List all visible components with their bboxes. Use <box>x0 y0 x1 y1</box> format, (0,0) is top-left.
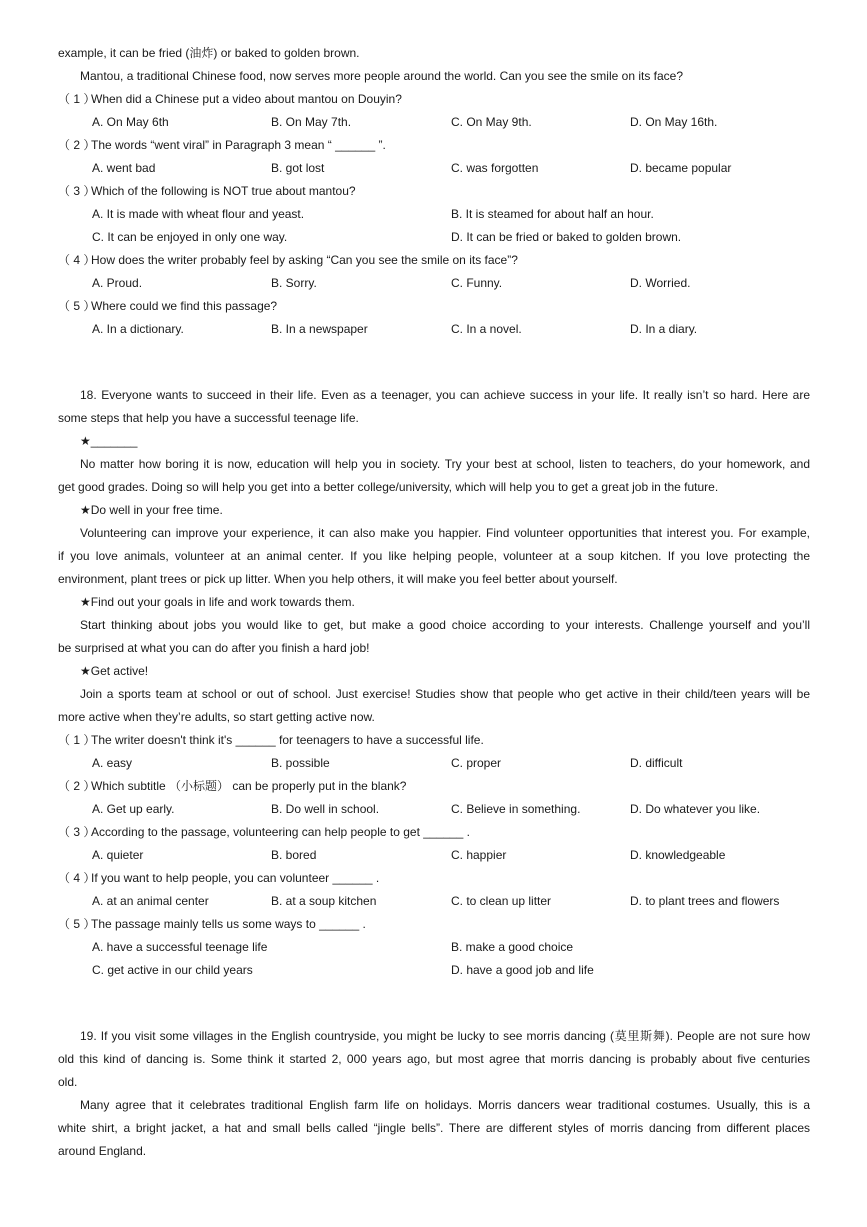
option-c: C. was forgotten <box>451 161 539 175</box>
option-c: C. happier <box>451 848 507 862</box>
passage-18-text: Start thinking about jobs you would like to get, but make a good choice according to your interests. Challenge yourself and you’ll <box>80 618 810 632</box>
option-d: D. Worried. <box>630 276 691 290</box>
option-a: A. quieter <box>92 848 144 862</box>
passage-19-text: around England. <box>58 1144 147 1158</box>
question-stem: The words “went viral” in Paragraph 3 mean “ ______ ”. <box>91 138 386 152</box>
question-stem: Which subtitle （小标题） can be properly put in the blank? <box>91 779 407 793</box>
passage-19-text: white shirt, a bright jacket, a hat and small bells called “jingle bells”. There are different styles of morris dancing from different places <box>58 1121 810 1135</box>
option-d: D. On May 16th. <box>630 115 718 129</box>
option-b: B. make a good choice <box>451 940 574 954</box>
option-a: A. Proud. <box>92 276 143 290</box>
option-b: B. possible <box>271 756 330 770</box>
question-stem: How does the writer probably feel by asking “Can you see the smile on its face”? <box>91 253 518 267</box>
passage-19-text: old. <box>58 1075 78 1089</box>
question-stem: The passage mainly tells us some ways to ______ . <box>91 917 366 931</box>
passage-18-text: environment, plant trees or pick up litter. When you help others, it will make you feel better about yourself. <box>58 572 618 586</box>
passage-18-text: Join a sports team at school or out of school. Just exercise! Studies show that people who get active in their child/teen years will be <box>80 687 810 701</box>
question-number: （ 2 ） <box>58 779 96 793</box>
option-b: B. Do well in school. <box>271 802 380 816</box>
option-a: A. Get up early. <box>92 802 175 816</box>
question-stem: When did a Chinese put a video about mantou on Douyin? <box>91 92 402 106</box>
passage-19-text: old this kind of dancing is. Some think it started 2, 000 years ago, but most agree that morris dancing is probably about five centuries <box>58 1052 810 1066</box>
option-b: B. got lost <box>271 161 325 175</box>
question-stem: The writer doesn't think it's ______ for teenagers to have a successful life. <box>91 733 484 747</box>
option-c: C. Funny. <box>451 276 503 290</box>
option-b: B. Sorry. <box>271 276 317 290</box>
option-b: B. bored <box>271 848 317 862</box>
option-a: A. easy <box>92 756 133 770</box>
question-number: （ 3 ） <box>58 825 96 839</box>
question-stem: Which of the following is NOT true about mantou? <box>91 184 356 198</box>
question-number: （ 5 ） <box>58 299 96 313</box>
option-b: B. In a newspaper <box>271 322 368 336</box>
passage-19-text: Many agree that it celebrates traditional English farm life on holidays. Morris dancers wear traditional costumes. Usually, this is a <box>80 1098 810 1112</box>
option-c: C. proper <box>451 756 502 770</box>
question-number: （ 1 ） <box>58 733 96 747</box>
passage-18-text: if you love animals, volunteer at an animal center. If you like helping people, volunteer at a soup kitchen. If you love protecting the <box>58 549 810 563</box>
question-stem: Where could we find this passage? <box>91 299 278 313</box>
option-c: C. It can be enjoyed in only one way. <box>92 230 288 244</box>
subtitle: ★Find out your goals in life and work towards them. <box>80 595 355 609</box>
option-d: D. difficult <box>630 756 683 770</box>
option-c: C. In a novel. <box>451 322 522 336</box>
passage-18-text: be surprised at what you can do after you finish a hard job! <box>58 641 370 655</box>
question-number: （ 2 ） <box>58 138 96 152</box>
option-a: A. at an animal center <box>92 894 209 908</box>
passage-18-text: some steps that help you have a successful teenage life. <box>58 411 359 425</box>
option-d: D. Do whatever you like. <box>630 802 761 816</box>
question-number: （ 4 ） <box>58 871 96 885</box>
question-stem: According to the passage, volunteering can help people to get ______ . <box>91 825 470 839</box>
question-stem: If you want to help people, you can volunteer ______ . <box>91 871 380 885</box>
option-d: D. became popular <box>630 161 732 175</box>
passage-18-text: Volunteering can improve your experience, it can also make you happier. Find volunteer opportunities that interest you. For example, <box>80 526 810 540</box>
question-number: （ 1 ） <box>58 92 96 106</box>
passage-18-text: get good grades. Doing so will help you get into a better college/university, which will help you to get a great job in the future. <box>58 480 719 494</box>
option-d: D. have a good job and life <box>451 963 594 977</box>
option-b: B. It is steamed for about half an hour. <box>451 207 654 221</box>
option-d: D. In a diary. <box>630 322 698 336</box>
option-a: A. have a successful teenage life <box>92 940 268 954</box>
question-number: （ 5 ） <box>58 917 96 931</box>
question-number: （ 3 ） <box>58 184 96 198</box>
option-c: C. Believe in something. <box>451 802 581 816</box>
subtitle: ★Get active! <box>80 664 149 678</box>
passage-18-text: more active when they’re adults, so start getting active now. <box>58 710 375 724</box>
question-number: （ 4 ） <box>58 253 96 267</box>
option-c: C. get active in our child years <box>92 963 253 977</box>
option-c: C. On May 9th. <box>451 115 532 129</box>
option-b: B. at a soup kitchen <box>271 894 377 908</box>
option-d: D. knowledgeable <box>630 848 726 862</box>
option-b: B. On May 7th. <box>271 115 352 129</box>
passage-18-text: No matter how boring it is now, education will help you in society. Try your best at school, listen to teachers, do your homework, and <box>80 457 810 471</box>
subtitle-blank: ★_______ <box>80 434 138 448</box>
option-a: A. In a dictionary. <box>92 322 184 336</box>
option-c: C. to clean up litter <box>451 894 552 908</box>
option-a: A. On May 6th <box>92 115 169 129</box>
passage-17-text: example, it can be fried (油炸) or baked to golden brown. <box>58 46 360 60</box>
passage-17-text: Mantou, a traditional Chinese food, now serves more people around the world. Can you see the smile on its face? <box>80 69 684 83</box>
option-d: D. to plant trees and flowers <box>630 894 780 908</box>
option-a: A. It is made with wheat flour and yeast. <box>92 207 305 221</box>
option-d: D. It can be fried or baked to golden brown. <box>451 230 682 244</box>
option-a: A. went bad <box>92 161 156 175</box>
subtitle: ★Do well in your free time. <box>80 503 223 517</box>
passage-18-text: 18. Everyone wants to succeed in their life. Even as a teenager, you can achieve success in your life. It really isn’t so hard. Here are <box>80 388 810 402</box>
passage-19-text: 19. If you visit some villages in the English countryside, you might be lucky to see morris dancing (莫里斯舞). People are not sure how <box>80 1029 810 1043</box>
